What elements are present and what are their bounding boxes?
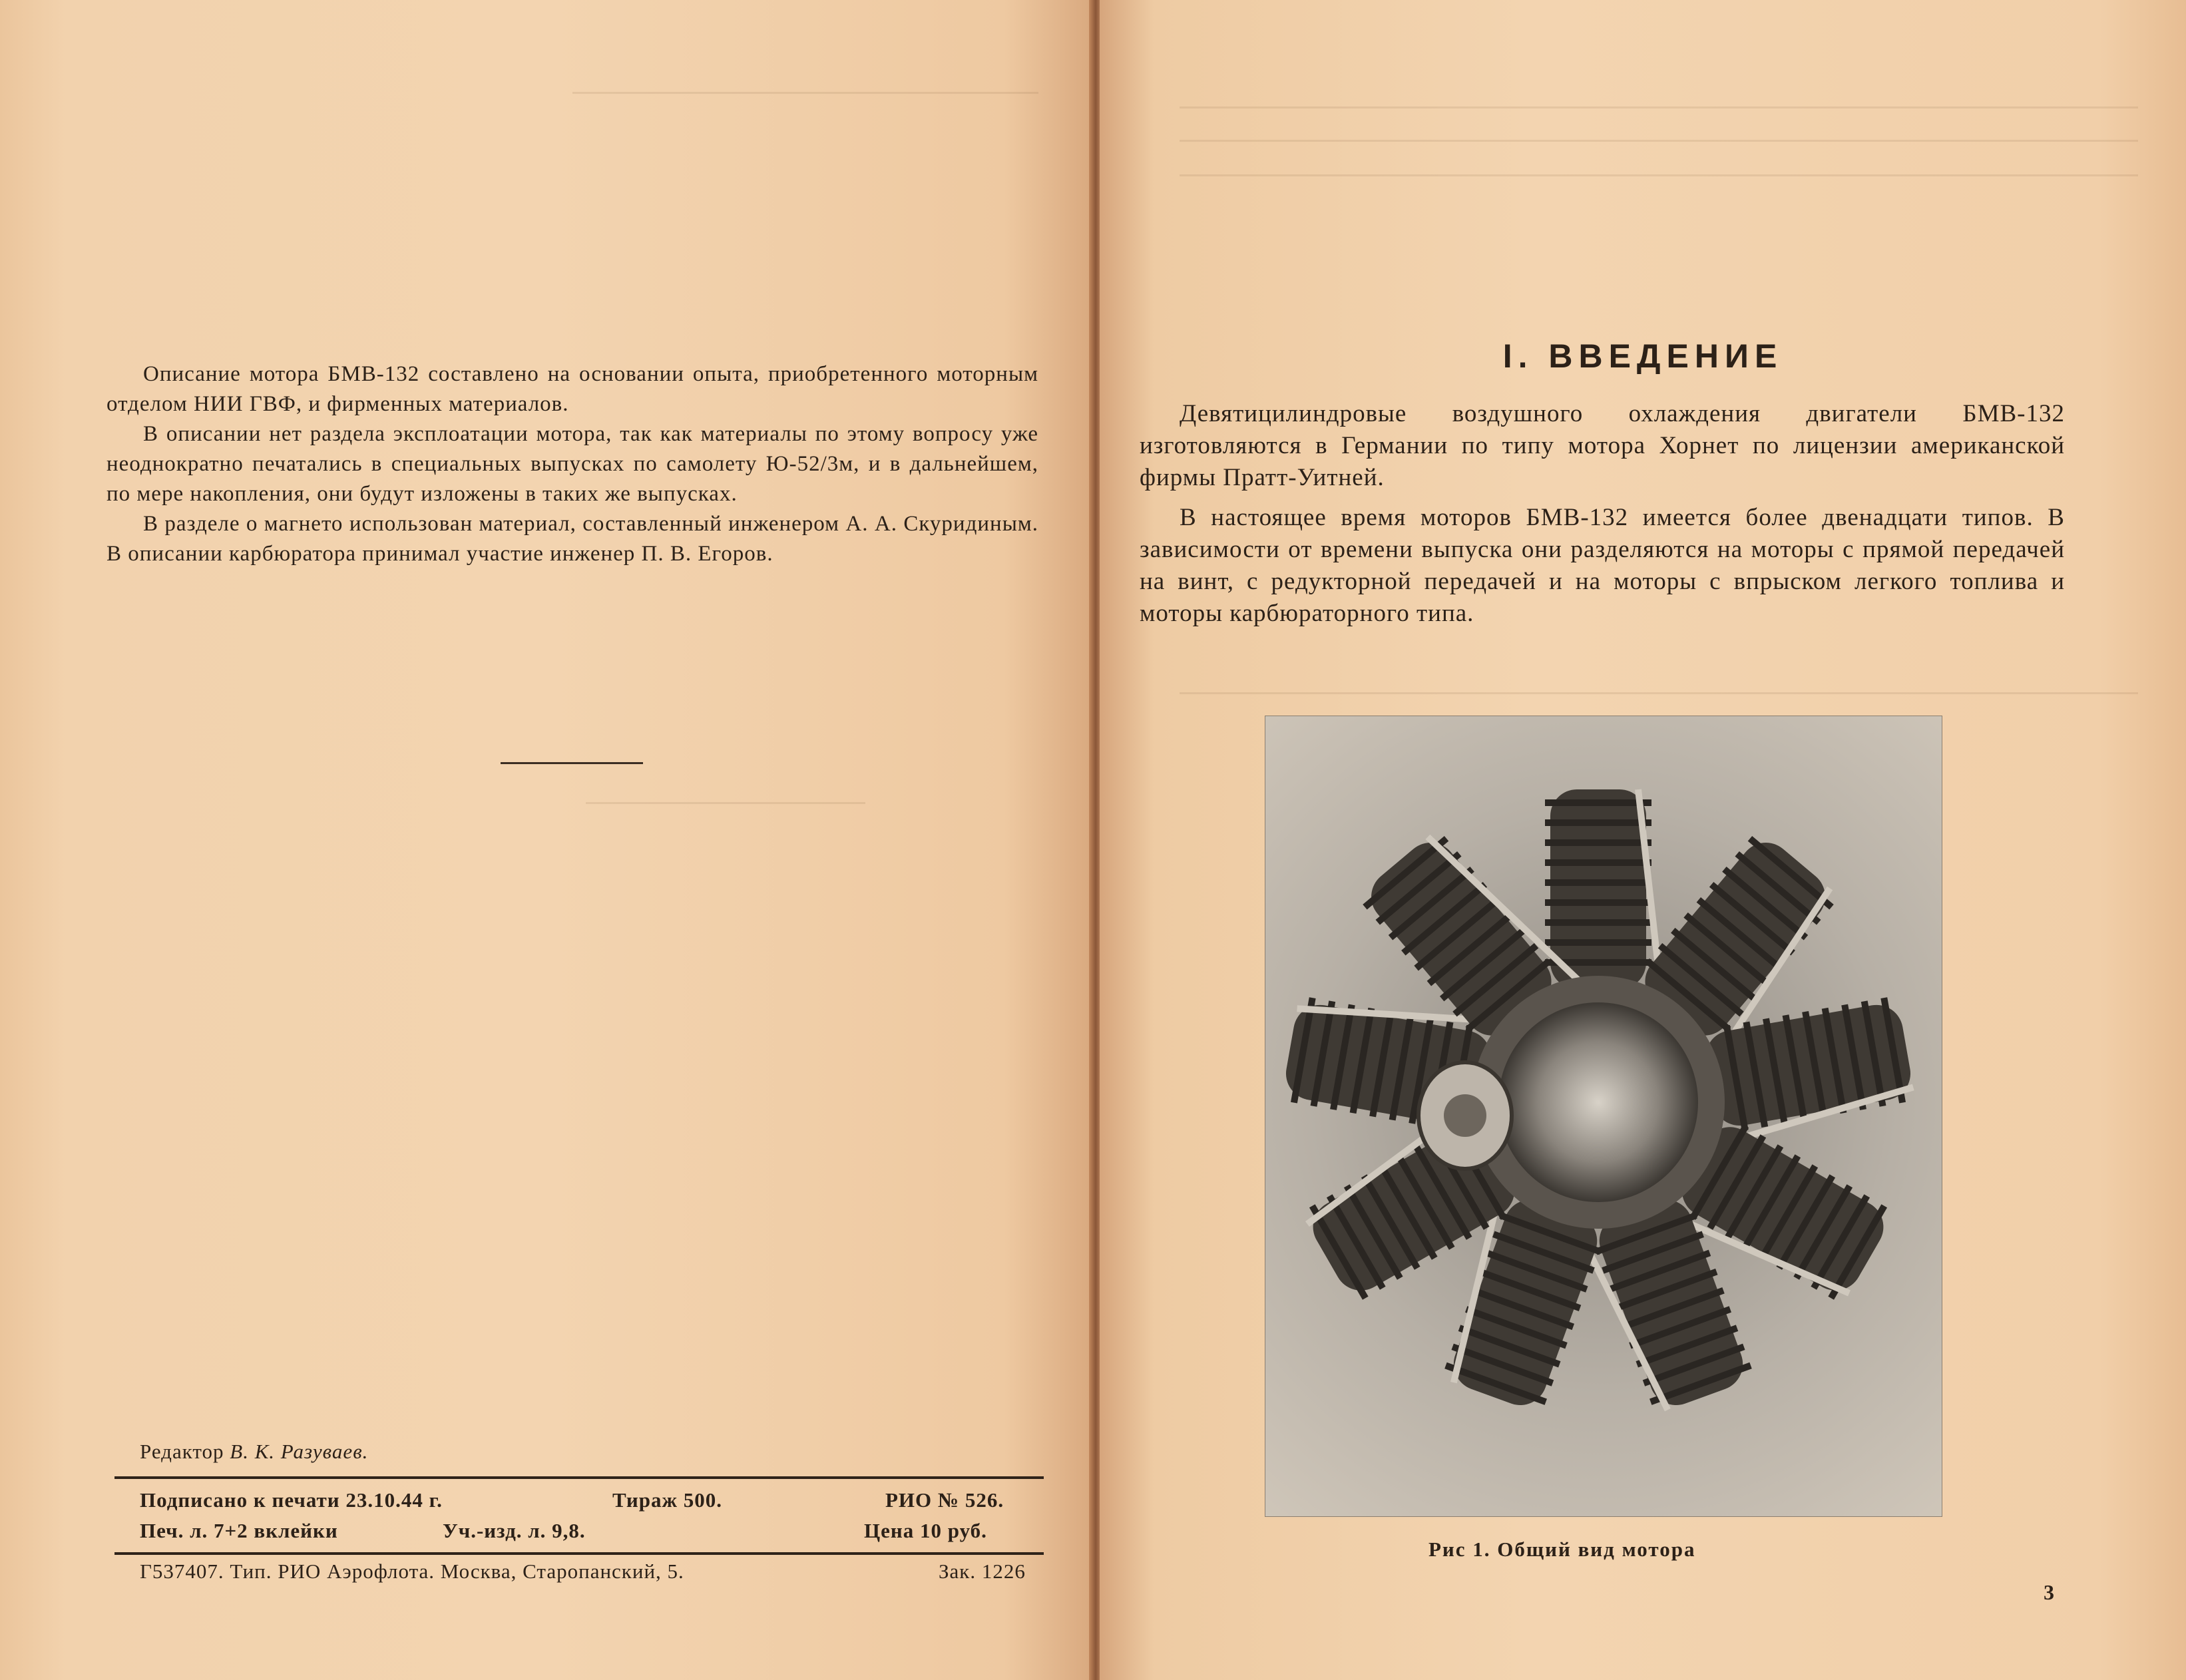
order-number: Зак. 1226: [939, 1560, 1026, 1583]
bleed-through-line: [1180, 106, 2138, 108]
printer-info: Г537407. Тип. РИО Аэрофлота. Москва, Старопанский, 5.: [140, 1560, 684, 1583]
print-run: Тираж 500.: [612, 1488, 722, 1512]
imprint-box: [114, 1476, 1044, 1555]
page-number: 3: [2044, 1580, 2054, 1604]
radial-engine-illustration: [1265, 716, 1942, 1516]
bleed-through-line: [1180, 692, 2138, 694]
engine-hub: [1498, 1002, 1698, 1202]
edit-sheets: Уч.-изд. л. 9,8.: [443, 1519, 586, 1542]
intro-text: [107, 359, 1038, 569]
bleed-through-line: [572, 92, 1038, 94]
intro-paragraph: В разделе о магнето использован материал, составленный инженером А. А. Скуридиным. В описании карбюратора принимал участие инженер П. В. Егоров.: [107, 512, 1038, 566]
body-paragraph: В настоящее время моторов БМВ-132 имеется более двенадцати типов. В зависимости от времени выпуска они разделяются на моторы с прямой передачей на винт, с редукторной передачей и на моторы с впрыском легкого топлива и моторы карбюраторного типа.: [1140, 504, 2065, 627]
intro-paragraph: Описание мотора БМВ-132 составлено на основании опыта, приобретенного моторным отделом НИИ ГВФ, и фирменных материалов.: [107, 362, 1038, 416]
bleed-through-line: [1180, 174, 2138, 176]
section-heading: I. ВВЕДЕНИЕ: [1502, 337, 1783, 375]
price: Цена 10 руб.: [864, 1519, 987, 1542]
intro-paragraph: В описании нет раздела эксплоатации мотора, так как материалы по этому вопросу уже неоднократно печатались в специальных выпусках по самолету Ю-52/3м, и в дальнейшем, по мере накопления, они будут изложены в таких же выпусках.: [107, 422, 1038, 506]
bleed-through-line: [586, 802, 865, 804]
editor-label: Редактор: [140, 1440, 224, 1463]
print-sheets: Печ. л. 7+2 вклейки: [140, 1519, 338, 1542]
left-page: [0, 0, 1092, 1680]
engine-photo: [1265, 716, 1942, 1517]
figure-caption: Рис 1. Общий вид мотора: [1428, 1538, 1696, 1561]
editor-name: В. К. Разуваев.: [230, 1440, 369, 1463]
rio-number: РИО № 526.: [885, 1488, 1004, 1512]
editor-credit: [140, 1440, 368, 1464]
separator-rule: [501, 762, 643, 764]
intro-body: [1140, 398, 2065, 638]
prop-shaft-center: [1444, 1094, 1486, 1137]
body-paragraph: Девятицилиндровые воздушного охлаждения двигатели БМВ-132 изготовляются в Германии по типу мотора Хорнет по лицензии американской фирмы Пратт-Уитней.: [1140, 400, 2065, 491]
signed-date: Подписано к печати 23.10.44 г.: [140, 1488, 443, 1512]
bleed-through-line: [1180, 140, 2138, 142]
